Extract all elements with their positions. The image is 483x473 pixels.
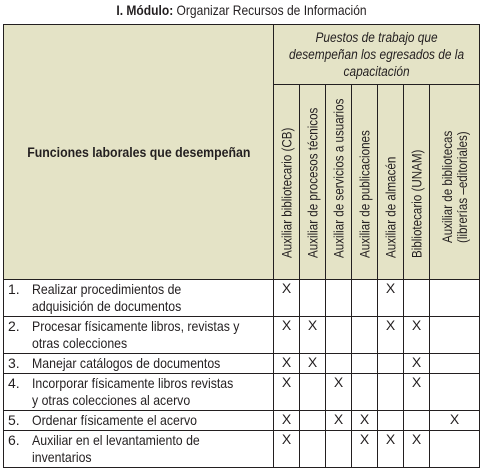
table-row [4,354,480,374]
function-text: Ordenar físicamente el acervo [32,412,198,428]
mark-cell [404,411,430,431]
mark-cell: X [378,431,404,468]
function-cell [4,431,274,468]
column-header-label: Auxiliar de procesos técnicos [305,107,320,258]
mark-cell: X [404,317,430,354]
mark-cell [300,411,326,431]
column-header-label: Auxiliar de bibliotecas [439,130,455,243]
column-header-label: Auxiliar de publicaciones [357,130,372,258]
mark-cell [326,317,352,354]
table-row [4,280,480,317]
column-header [300,85,326,280]
function-text: Manejar catálogos de documentos [32,355,221,371]
column-header [378,85,404,280]
mark-cell [378,354,404,374]
mark-cell: X [352,431,378,468]
mark-cell: X [274,354,300,374]
mark-cell: X [300,317,326,354]
mark-cell [326,354,352,374]
row-number: 3. [8,355,20,371]
row-number: 6. [8,432,20,448]
column-header-label-line2: (librerías –editoriales) [454,131,470,243]
page-title [34,0,449,22]
module-label: I. Módulo: [116,2,174,18]
function-cell [4,411,274,431]
mark-cell: X [326,374,352,411]
mark-cell [352,317,378,354]
column-header-label: Bibliotecario (UNAM) [409,149,424,258]
mark-cell: X [404,354,430,374]
mark-cell [378,374,404,411]
functions-table [3,24,480,468]
module-name: Organizar Recursos de Información [176,2,367,18]
mark-cell [430,317,480,354]
column-header [326,85,352,280]
mark-cell: X [274,374,300,411]
mark-cell: X [404,431,430,468]
table-row [4,431,480,468]
function-text: Procesar físicamente libros, revistas y otras colecciones [32,318,240,351]
row-number: 1. [8,281,20,297]
mark-cell: X [352,411,378,431]
mark-cell [430,374,480,411]
function-cell [4,280,274,317]
mark-cell [430,431,480,468]
mark-cell [404,280,430,317]
row-number: 4. [8,375,20,391]
column-header [430,85,480,280]
column-header-label: Auxiliar de almacén [383,156,398,258]
mark-cell [326,431,352,468]
mark-cell: X [274,280,300,317]
function-text: Incorporar físicamente libros revistas y otras colecciones al acervo [32,375,234,408]
column-header [404,85,430,280]
function-text: Realizar procedimientos de adquisición de documentos [32,281,182,314]
mark-cell [300,431,326,468]
mark-cell [430,280,480,317]
mark-cell [378,411,404,431]
functions-header [4,25,274,280]
mark-cell: X [274,411,300,431]
mark-cell [300,280,326,317]
table-row [4,411,480,431]
column-header [352,85,378,280]
function-cell [4,317,274,354]
mark-cell: X [378,280,404,317]
mark-cell: X [326,411,352,431]
mark-cell: X [430,411,480,431]
table-row [4,317,480,354]
mark-cell [300,374,326,411]
mark-cell [430,354,480,374]
function-cell [4,354,274,374]
mark-cell [326,280,352,317]
functions-header-label: Funciones laborales que desempeñan [26,144,251,160]
positions-header-label: Puestos de trabajo que desempeñan los egresados de la capacitación [289,30,465,79]
row-number: 2. [8,318,20,334]
mark-cell [352,374,378,411]
mark-cell: X [378,317,404,354]
table-row [4,374,480,411]
mark-cell [352,354,378,374]
mark-cell: X [274,317,300,354]
column-header-label: Auxiliar de servicios a usuarios [331,98,346,258]
function-cell [4,374,274,411]
mark-cell: X [404,374,430,411]
mark-cell: X [274,431,300,468]
mark-cell [352,280,378,317]
mark-cell: X [300,354,326,374]
column-header-label: Auxiliar bibliotecario (CB) [279,127,294,258]
function-text: Auxiliar en el levantamiento de inventarios [32,432,200,465]
row-number: 5. [8,412,20,428]
column-header [274,85,300,280]
